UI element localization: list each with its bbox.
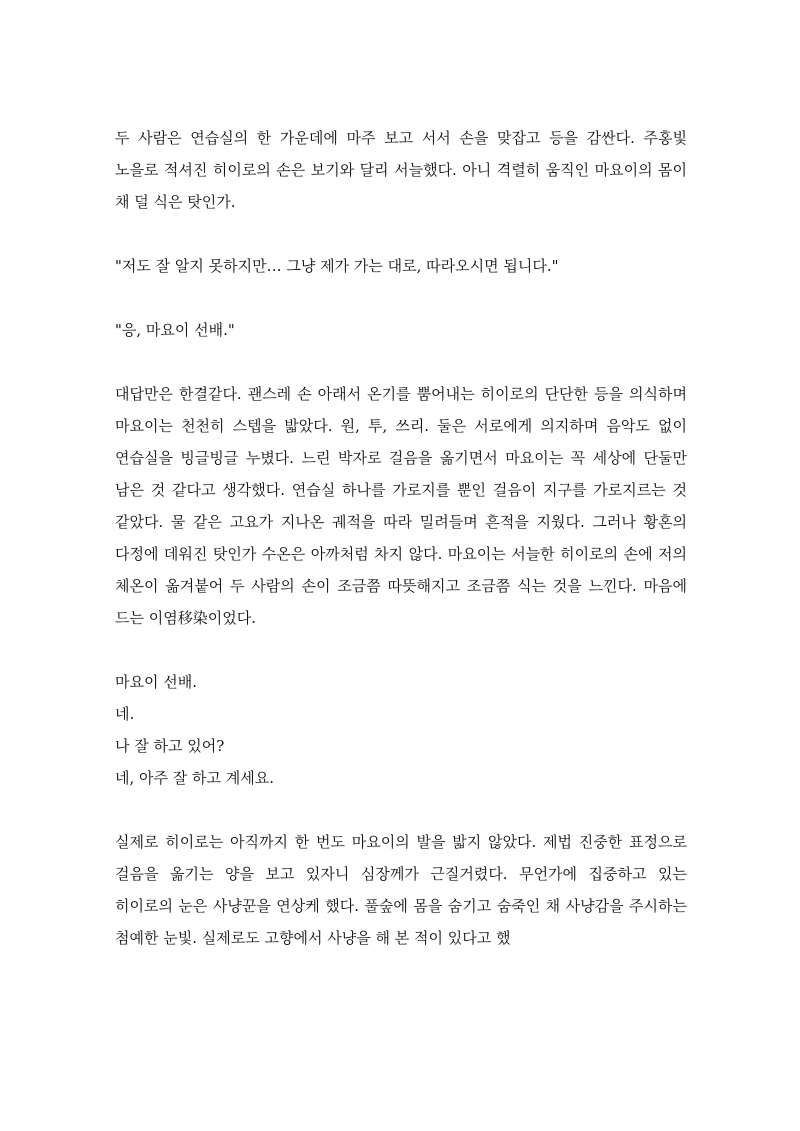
paragraph-5: 실제로 히이로는 아직까지 한 번도 마요이의 발을 밟지 않았다. 제법 진중한 표정으로 걸음을 옮기는 양을 보고 있자니 심장께가 근질거렸다. 무언가에 집중하고 있는 히이로의 눈은 사냥꾼을 연상케 했다. 풀숲에 몸을 숨기고 숨죽인 채 사냥감을 주시하는 첨예한 눈빛. 실제로도 고향에서 사냥을 해 본 적이 있다고 했 (115, 833, 687, 947)
paragraph-gap (115, 282, 687, 314)
dialogue-block (115, 666, 687, 794)
paragraph-2: "저도 잘 알지 못하지만… 그냥 제가 가는 대로, 따라오시면 됩니다." (115, 257, 559, 275)
dialogue-line-2: 네. (115, 705, 135, 723)
paragraph-3: "응, 마요이 선배." (115, 321, 235, 339)
paragraph-gap (115, 794, 687, 826)
paragraph-4: 대답만은 한결같다. 괜스레 손 아래서 온기를 뿜어내는 히이로의 단단한 등을 의식하며 마요이는 천천히 스텝을 밟았다. 원, 투, 쓰리. 둘은 서로에게 의지하며 음악도 없이 연습실을 빙글빙글 누볐다. 느린 박자로 걸음을 옮기면서 마요이는 꼭 세상에 단둘만 남은 것 같다고 생각했다. 연습실 하나를 가로지를 뿐인 걸음이 지구를 가로지르는 것 같았다. 물 같은 고요가 지나온 궤적을 따라 밀려들며 흔적을 지웠다. 그러나 황혼의 다정에 데워진 탓인가 수온은 아까처럼 차지 않다. 마요이는 서늘한 히이로의 손에 저의 체온이 옮겨붙어 두 사람의 손이 조금쯤 따뜻해지고 조금쯤 식는 것을 느낀다. 마음에 드는 이염移染이었다. (115, 385, 687, 627)
dialogue-line-1: 마요이 선배. (115, 673, 197, 691)
paragraph-gap (115, 634, 687, 666)
document-body (115, 122, 687, 954)
paragraph-gap (115, 346, 687, 378)
paragraph-1: 두 사람은 연습실의 한 가운데에 마주 보고 서서 손을 맞잡고 등을 감싼다. 주홍빛 노을로 적셔진 히이로의 손은 보기와 달리 서늘했다. 아니 격렬히 움직인 마요이의 몸이 채 덜 식은 탓인가. (115, 129, 687, 211)
dialogue-line-4: 네, 아주 잘 하고 계세요. (115, 769, 275, 787)
dialogue-line-3: 나 잘 하고 있어? (115, 737, 225, 755)
paragraph-gap (115, 218, 687, 250)
